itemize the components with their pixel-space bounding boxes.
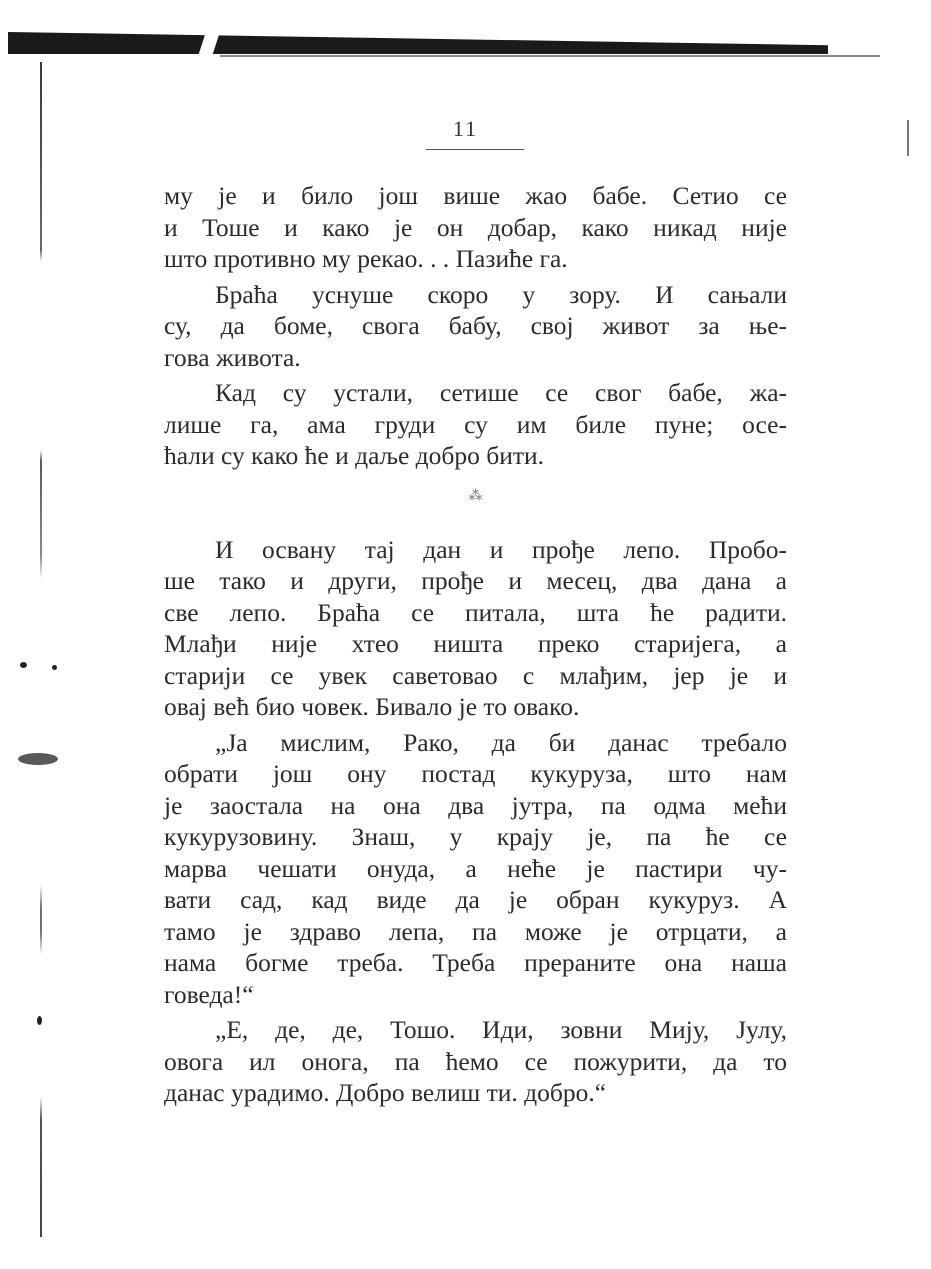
text-line: овога ил онога, па ћемо се пожурити, да то [164, 1046, 787, 1076]
page-number: 11 [452, 116, 479, 141]
text-line: говеда!“ [164, 979, 254, 1009]
text-line: кукурузовину. Знаш, у крају је, па ће се [164, 822, 787, 851]
text-line: Браћа уснуше скоро у зору. И сањали [215, 279, 787, 309]
scan-top-edge-shadow [8, 32, 828, 54]
text-line: и Тоше и како је он добар, како никад није [164, 212, 787, 242]
text-line: Кад су устали, сетише се свог бабе, жа- [215, 378, 787, 407]
paragraph [164, 180, 787, 275]
text-line: су, да боме, свога бабу, свој живот за ње- [164, 311, 787, 340]
text-line: све лепо. Браћа се питала, шта ће радити. [164, 597, 787, 627]
text-line: И освану тај дан и прође лепо. Пробо- [215, 534, 787, 564]
paragraph [164, 727, 787, 1011]
text-line: овај већ био човек. Бивало је то овако. [164, 692, 580, 721]
text-line: „Е, де, де, Тошо. Иди, зовни Мију, Јулу, [215, 1015, 787, 1044]
text-line: данас урадимо. Добро велиш ти. добро.“ [164, 1078, 607, 1107]
text-line: Млађи није хтео ништа преко старијега, а [164, 629, 787, 658]
page-number-rule [426, 149, 524, 150]
paragraph [164, 377, 787, 472]
paragraph [164, 1014, 787, 1109]
paragraph [164, 534, 787, 723]
text-line: му је и било још више жао бабе. Сетио се [164, 181, 787, 210]
text-line: обрати још ону постад кукуруза, што нам [164, 759, 787, 788]
text-line: старији се увек саветовао с млађим, јер је и [164, 660, 787, 690]
scan-speck [20, 662, 27, 668]
scan-speck [52, 665, 57, 670]
text-line: тамо је здраво лепа, па може је отрцати, а [164, 916, 787, 946]
paragraph [164, 279, 787, 374]
text-line: „Ја мислим, Рако, да би данас требало [215, 727, 787, 757]
text-line: ћали су како ће и даље добро бити. [164, 441, 545, 470]
text-line: марва чешати онуда, а неће је пастири чу- [164, 853, 787, 883]
text-line: нама богме треба. Треба прераните она наша [164, 948, 787, 977]
text-line: је заостала на она два јутра, па одма мећи [164, 790, 787, 820]
scan-left-edge [40, 62, 42, 1237]
scan-speck [37, 1016, 42, 1025]
text-line: што противно му рекао. . . Пазиће га. [164, 244, 568, 273]
text-line: гова живота. [164, 342, 301, 372]
text-line: лише га, ама груди су им биле пуне; осе- [164, 409, 787, 439]
section-separator: ⁂ [468, 488, 483, 504]
text-line: ше тако и други, прође и месец, два дана а [164, 566, 787, 595]
text-line: вати сад, кад виде да је обран кукуруз. А [164, 885, 787, 914]
body-text [164, 180, 787, 1113]
scan-top-thin-line [220, 55, 880, 57]
scan-speck [18, 753, 58, 765]
